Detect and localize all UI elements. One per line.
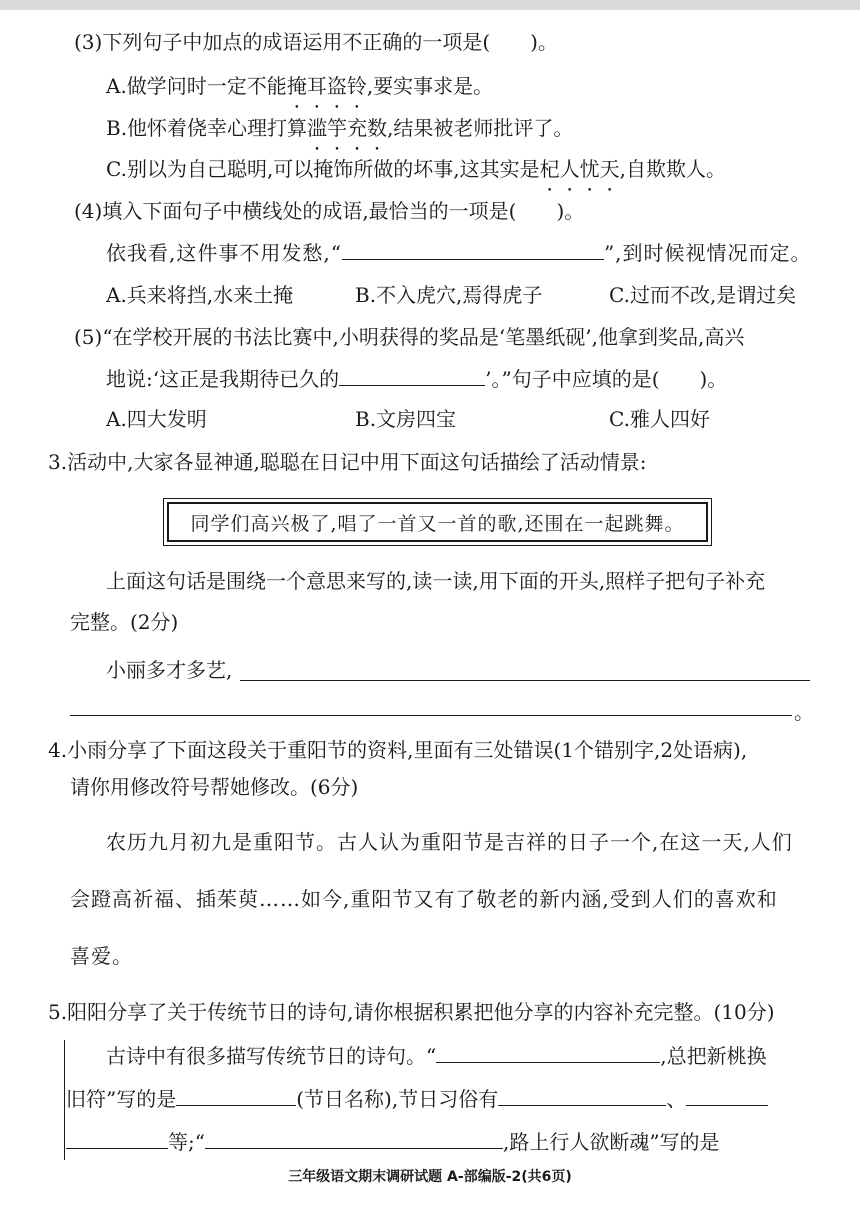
question-4-stem-line2: 请你用修改符号帮她修改。(6分) (70, 775, 359, 799)
emphasis-dot-char: 掩 (286, 74, 307, 98)
question-2-5-stem-line2: 地说:‘这正是我期待已久的 ’。”句子中应填的是( )。 (106, 367, 728, 391)
emphasis-dot-char: 充 (347, 116, 368, 140)
emphasis-dot-char: 杞 (539, 157, 560, 181)
dotted-idiom-b (307, 116, 387, 140)
dotted-idiom-c (540, 157, 620, 181)
question-2-4-stem: (4)填入下面句子中横线处的成语,最恰当的一项是( )。 (74, 199, 585, 223)
option-2-4-c: C.过而不改,是谓过矣 (609, 283, 797, 307)
passage-line1: 农历九月初九是重阳节。古人认为重阳节是吉祥的日子一个,在这一天,人们 (106, 830, 793, 854)
question-5-line2: 旧符”写的是 (节日名称),节日习俗有 、 (66, 1085, 768, 1113)
passage-line2: 会蹬高祈福、插茱萸……如今,重阳节又有了敬老的新内涵,受到人们的喜欢和 (70, 887, 778, 911)
question-3-instruction-line2: 完整。(2分) (70, 610, 179, 634)
dotted-idiom-a (287, 74, 367, 98)
question-5-line3: 等;“ ,路上行人欲断魂”写的是 (66, 1128, 720, 1156)
left-margin-line (64, 1040, 65, 1160)
question-2-5-stem-line1: (5)“在学校开展的书法比赛中,小明获得的奖品是‘笔墨纸砚’,他拿到奖品,高兴 (74, 325, 745, 349)
emphasis-dot-char: 滥 (307, 116, 328, 140)
emphasis-dot-char: 盗 (326, 74, 347, 98)
answer-end-mark: 。 (794, 700, 814, 724)
emphasis-dot-char: 铃 (346, 74, 367, 98)
question-4-stem-line1: 4.小雨分享了下面这段关于重阳节的资料,里面有三处错误(1个错别字,2处语病), (48, 738, 748, 762)
answer-blank[interactable] (342, 239, 604, 260)
emphasis-dot-char: 竽 (327, 116, 348, 140)
emphasis-dot-char: 耳 (306, 74, 327, 98)
question-2-3-stem: (3)下列句子中加点的成语运用不正确的一项是( )。 (74, 30, 558, 54)
option-2-3-a: A.做学问时一定不能掩耳盗铃,要实事求是。 (106, 74, 494, 98)
answer-blank[interactable] (436, 1042, 660, 1063)
option-2-5-b: B.文房四宝 (355, 407, 457, 431)
answer-blank[interactable] (176, 1085, 296, 1106)
question-3-instruction-line1: 上面这句话是围绕一个意思来写的,读一读,用下面的开头,照样子把句子补充 (106, 569, 766, 593)
page-top-edge (0, 0, 860, 10)
question-5-stem: 5.阳阳分享了关于传统节日的诗句,请你根据积累把他分享的内容补充完整。(10分) (48, 1000, 775, 1024)
passage-line3: 喜爱。 (70, 944, 133, 968)
option-2-4-a: A.兵来将挡,水来土掩 (106, 283, 294, 307)
page-footer: 三年级语文期末调研试题 A-部编版-2(共6页) (288, 1169, 572, 1185)
option-2-3-b: B.他怀着侥幸心理打算滥竽充数,结果被老师批评了。 (106, 116, 574, 140)
answer-blank[interactable] (339, 365, 485, 386)
answer-blank[interactable] (498, 1085, 666, 1106)
question-3-starter: 小丽多才多艺, (106, 658, 233, 682)
answer-blank[interactable] (686, 1085, 768, 1106)
option-2-5-a: A.四大发明 (106, 407, 207, 431)
question-3-stem: 3.活动中,大家各显神通,聪聪在日记中用下面这句话描绘了活动情景: (48, 450, 647, 474)
boxed-sentence: 同学们高兴极了,唱了一首又一首的歌,还围在一起跳舞。 (167, 502, 708, 542)
option-2-3-c: C.别以为自己聪明,可以掩饰所做的坏事,这其实是杞人忧天,自欺欺人。 (106, 157, 727, 181)
option-2-5-c: C.雅人四好 (609, 407, 710, 431)
answer-line-1[interactable] (240, 680, 810, 681)
emphasis-dot-char: 数 (367, 116, 388, 140)
emphasis-dot-char: 忧 (579, 157, 600, 181)
emphasis-dot-char: 人 (559, 157, 580, 181)
answer-line-2[interactable] (70, 715, 792, 716)
emphasis-dot-char: 天 (599, 157, 620, 181)
option-2-4-b: B.不入虎穴,焉得虎子 (355, 283, 543, 307)
question-5-line1: 古诗中有很多描写传统节日的诗句。“ ,总把新桃换 (106, 1044, 767, 1068)
answer-blank[interactable] (205, 1128, 503, 1149)
answer-blank[interactable] (66, 1128, 168, 1149)
question-2-4-sentence: 依我看,这件事不用发愁,“ ”,到时候视情况而定。 (106, 241, 812, 265)
